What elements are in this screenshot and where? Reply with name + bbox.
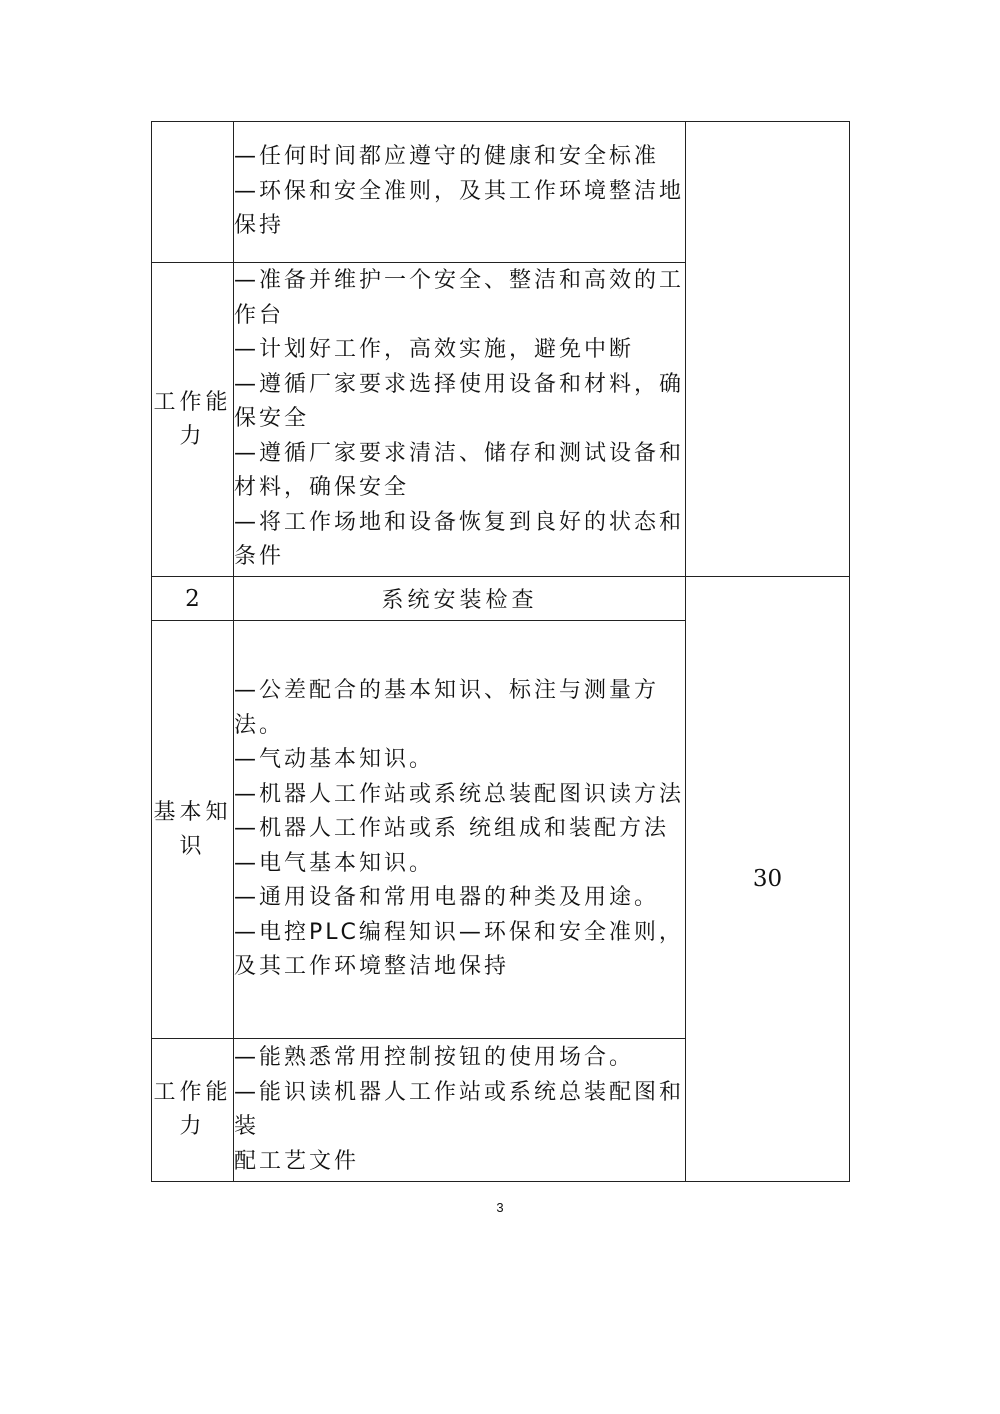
row-label: [152, 122, 234, 263]
row-label: 工作能力: [152, 1039, 234, 1182]
requirements-table: [151, 121, 850, 1182]
row-label: 工作能力: [152, 263, 234, 577]
content-line: —计划好工作，高效实施，避免中断: [234, 337, 635, 363]
content-line: —将工作场地和设备恢复到良好的状态和条件: [234, 509, 685, 570]
content-line: —遵循厂家要求清洁、储存和测试设备和材料，确保安全: [234, 440, 685, 501]
row-content: [234, 263, 686, 577]
content-line: 配工艺文件: [234, 1148, 360, 1174]
page-number: 3: [496, 1200, 504, 1215]
content-line: —环保和安全准则，及其工作环境整洁地保持: [234, 178, 685, 239]
table-row: [152, 122, 850, 263]
content-line: —机器人工作站或系统总装配图识读方法: [234, 781, 685, 807]
row-content: [234, 1039, 686, 1182]
row-content: [234, 621, 686, 1039]
content-line: —机器人工作站或系 统组成和装配方法: [234, 816, 669, 842]
content-line: —能熟悉常用控制按钮的使用场合。: [234, 1045, 635, 1070]
row-content: [234, 122, 686, 263]
content-line: —能识读机器人工作站或系统总装配图和装: [234, 1079, 685, 1139]
section-title: 系统安装检查: [234, 577, 686, 621]
content-line: —电控PLC编程知识—环保和安全准则，及其工作环境整洁地保持: [234, 919, 684, 980]
content-line: —公差配合的基本知识、标注与测量方法。: [234, 678, 660, 738]
content-line: —气动基本知识。: [234, 747, 435, 773]
content-line: —电气基本知识。: [234, 850, 435, 876]
content-line: —任何时间都应遵守的健康和安全标准: [234, 144, 660, 170]
content-line: —遵循厂家要求选择使用设备和材料，确保安全: [234, 371, 685, 432]
row-label: 基本知识: [152, 621, 234, 1039]
score-value: 30: [686, 577, 850, 1182]
section-row: [152, 577, 850, 621]
score-cell-empty: [686, 122, 850, 577]
content-line: —通用设备和常用电器的种类及用途。: [234, 885, 660, 911]
section-number: 2: [152, 577, 234, 621]
content-line: —准备并维护一个安全、整洁和高效的工作台: [234, 268, 685, 328]
